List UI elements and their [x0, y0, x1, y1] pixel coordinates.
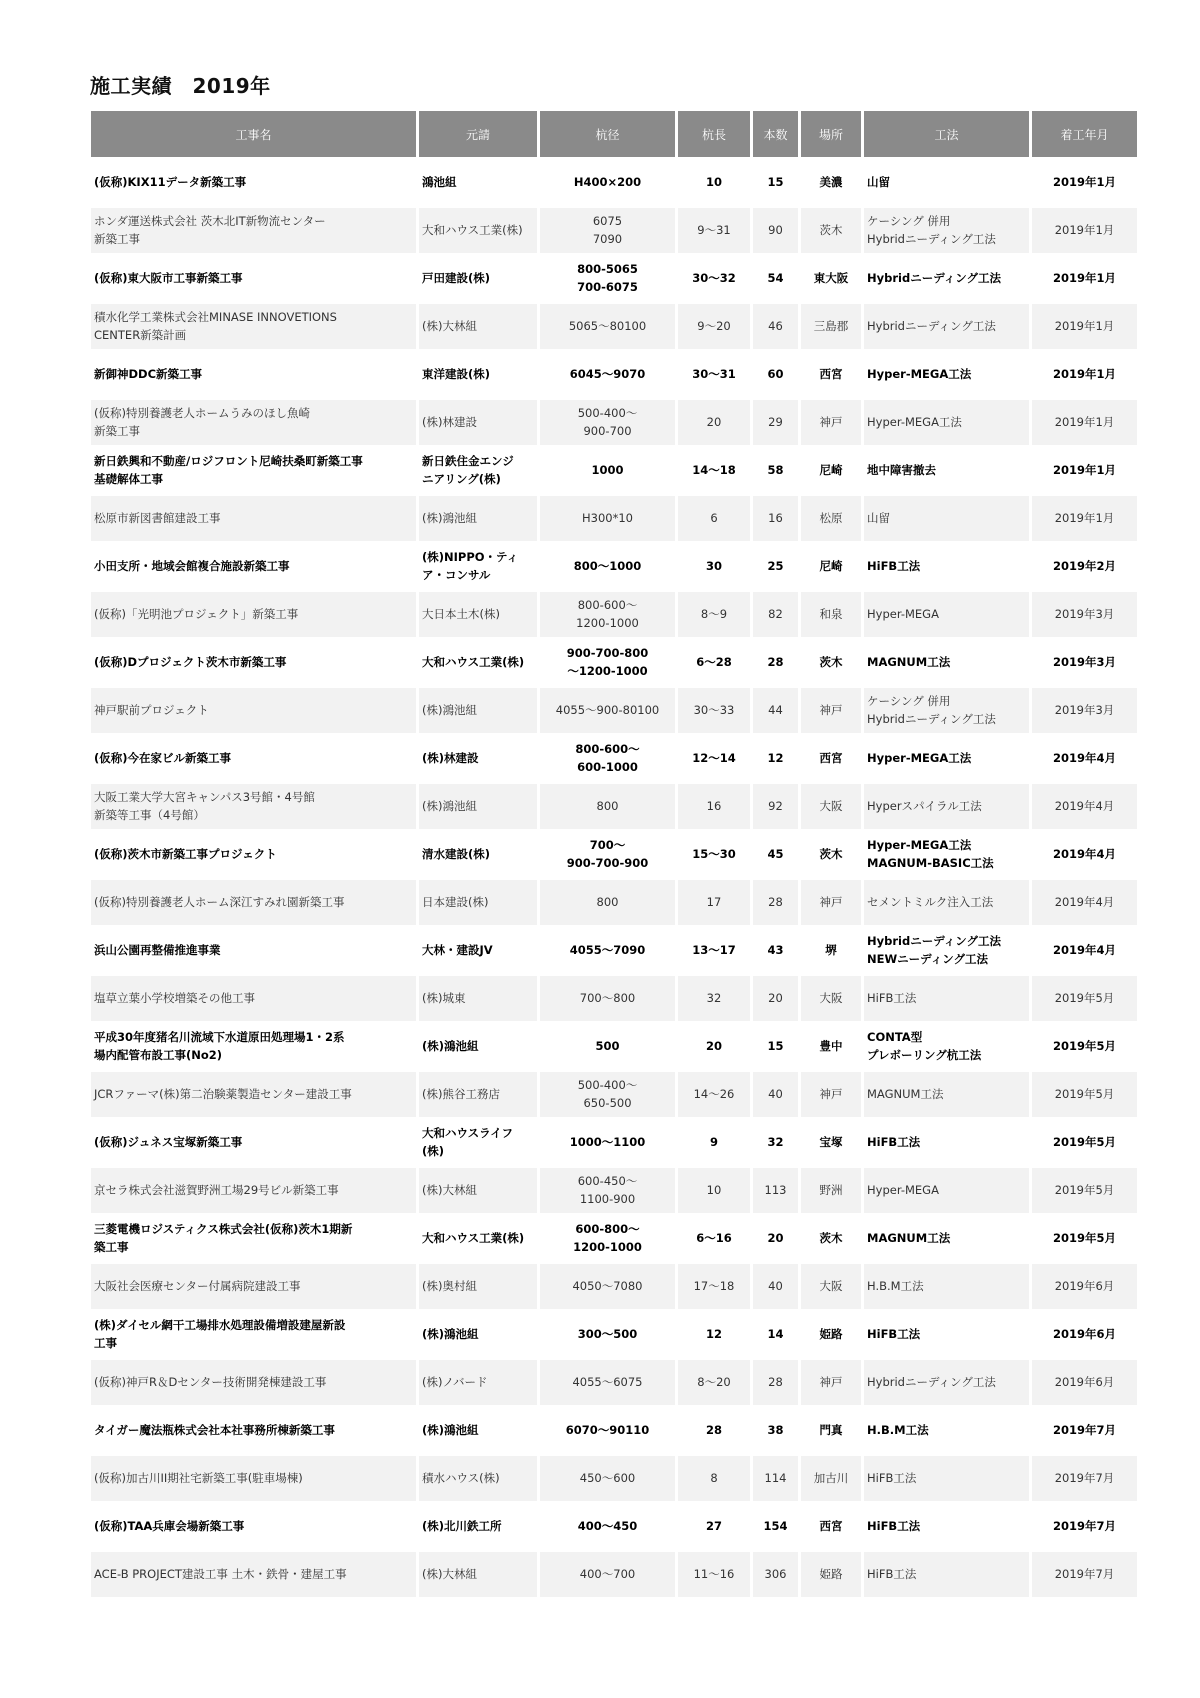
cell-project-name: ホンダ運送株式会社 茨木北IT新物流センター 新築工事 — [91, 208, 416, 253]
cell-pile-length: 30 — [678, 544, 750, 589]
table-row — [91, 1120, 1137, 1165]
cell-start-date: 2019年6月 — [1032, 1264, 1137, 1309]
cell-pile-diameter: 700～ 900-700-900 — [540, 832, 675, 877]
cell-pile-diameter: H400×200 — [540, 160, 675, 205]
table-header-row — [91, 111, 1137, 157]
cell-location: 三島郡 — [801, 304, 861, 349]
table-row — [91, 1504, 1137, 1549]
cell-contractor: (株)鴻池組 — [419, 784, 537, 829]
cell-start-date: 2019年1月 — [1032, 208, 1137, 253]
cell-start-date: 2019年6月 — [1032, 1360, 1137, 1405]
cell-pile-count: 40 — [753, 1264, 798, 1309]
cell-start-date: 2019年1月 — [1032, 304, 1137, 349]
cell-pile-count: 29 — [753, 400, 798, 445]
cell-pile-count: 28 — [753, 1360, 798, 1405]
cell-contractor: 鴻池組 — [419, 160, 537, 205]
cell-contractor: 東洋建設(株) — [419, 352, 537, 397]
cell-start-date: 2019年7月 — [1032, 1552, 1137, 1597]
cell-contractor: 大和ハウス工業(株) — [419, 208, 537, 253]
cell-contractor: (株)大林組 — [419, 1552, 537, 1597]
cell-location: 豊中 — [801, 1024, 861, 1069]
cell-start-date: 2019年5月 — [1032, 1024, 1137, 1069]
cell-location: 大阪 — [801, 976, 861, 1021]
cell-pile-diameter: 700～800 — [540, 976, 675, 1021]
cell-project-name: 平成30年度猪名川流域下水道原田処理場1・2系 場内配管布設工事(No2) — [91, 1024, 416, 1069]
cell-start-date: 2019年4月 — [1032, 880, 1137, 925]
cell-method: Hyperスパイラル工法 — [864, 784, 1029, 829]
table-row — [91, 496, 1137, 541]
cell-location: 東大阪 — [801, 256, 861, 301]
cell-pile-length: 32 — [678, 976, 750, 1021]
cell-method: Hyper-MEGA工法 — [864, 736, 1029, 781]
cell-pile-diameter: H300*10 — [540, 496, 675, 541]
table-row — [91, 784, 1137, 829]
cell-start-date: 2019年4月 — [1032, 784, 1137, 829]
cell-start-date: 2019年7月 — [1032, 1456, 1137, 1501]
cell-project-name: (仮称)神戸R＆Dセンター技術開発棟建設工事 — [91, 1360, 416, 1405]
cell-project-name: 京セラ株式会社滋賀野洲工場29号ビル新築工事 — [91, 1168, 416, 1213]
cell-method: MAGNUM工法 — [864, 1216, 1029, 1261]
cell-start-date: 2019年2月 — [1032, 544, 1137, 589]
cell-pile-count: 45 — [753, 832, 798, 877]
cell-method: Hyper-MEGA — [864, 1168, 1029, 1213]
cell-pile-count: 46 — [753, 304, 798, 349]
cell-pile-diameter: 800 — [540, 784, 675, 829]
cell-start-date: 2019年5月 — [1032, 1216, 1137, 1261]
cell-contractor: (株)鴻池組 — [419, 1312, 537, 1357]
cell-pile-diameter: 400～700 — [540, 1552, 675, 1597]
cell-pile-count: 44 — [753, 688, 798, 733]
cell-pile-diameter: 800～1000 — [540, 544, 675, 589]
table-row — [91, 832, 1137, 877]
cell-pile-count: 15 — [753, 1024, 798, 1069]
table-row — [91, 208, 1137, 253]
cell-pile-count: 14 — [753, 1312, 798, 1357]
cell-project-name: 積水化学工業株式会社MINASE INNOVETIONS CENTER新築計画 — [91, 304, 416, 349]
table-row — [91, 400, 1137, 445]
cell-location: 茨木 — [801, 640, 861, 685]
cell-pile-count: 60 — [753, 352, 798, 397]
cell-pile-length: 12 — [678, 1312, 750, 1357]
cell-pile-count: 40 — [753, 1072, 798, 1117]
cell-method: HiFB工法 — [864, 1312, 1029, 1357]
cell-project-name: 小田支所・地域会館複合施設新築工事 — [91, 544, 416, 589]
cell-contractor: (株)ノバード — [419, 1360, 537, 1405]
table-row — [91, 160, 1137, 205]
cell-project-name: (仮称)東大阪市工事新築工事 — [91, 256, 416, 301]
cell-location: 茨木 — [801, 1216, 861, 1261]
cell-pile-count: 28 — [753, 640, 798, 685]
cell-pile-diameter: 6045～9070 — [540, 352, 675, 397]
cell-project-name: (仮称)KIX11データ新築工事 — [91, 160, 416, 205]
cell-pile-length: 14～18 — [678, 448, 750, 493]
cell-pile-diameter: 500 — [540, 1024, 675, 1069]
cell-method: H.B.M工法 — [864, 1264, 1029, 1309]
cell-location: 神戸 — [801, 1072, 861, 1117]
cell-method: Hyper-MEGA工法 MAGNUM-BASIC工法 — [864, 832, 1029, 877]
table-row — [91, 928, 1137, 973]
cell-location: 松原 — [801, 496, 861, 541]
cell-pile-count: 90 — [753, 208, 798, 253]
cell-pile-count: 154 — [753, 1504, 798, 1549]
cell-start-date: 2019年3月 — [1032, 640, 1137, 685]
header-contractor: 元請 — [419, 111, 537, 157]
cell-location: 門真 — [801, 1408, 861, 1453]
table-row — [91, 880, 1137, 925]
cell-method: Hybridニーディング工法 — [864, 1360, 1029, 1405]
cell-project-name: (仮称)ジュネス宝塚新築工事 — [91, 1120, 416, 1165]
cell-pile-count: 43 — [753, 928, 798, 973]
cell-contractor: (株)鴻池組 — [419, 1024, 537, 1069]
cell-pile-count: 38 — [753, 1408, 798, 1453]
cell-start-date: 2019年4月 — [1032, 832, 1137, 877]
cell-pile-diameter: 500-400～ 900-700 — [540, 400, 675, 445]
cell-pile-diameter: 500-400～ 650-500 — [540, 1072, 675, 1117]
cell-start-date: 2019年7月 — [1032, 1504, 1137, 1549]
cell-project-name: 新日鉄興和不動産/ロジフロント尼崎扶桑町新築工事 基礎解体工事 — [91, 448, 416, 493]
cell-pile-length: 14～26 — [678, 1072, 750, 1117]
cell-start-date: 2019年1月 — [1032, 256, 1137, 301]
cell-project-name: (仮称)特別養護老人ホーム深江すみれ園新築工事 — [91, 880, 416, 925]
cell-location: 神戸 — [801, 400, 861, 445]
cell-method: HiFB工法 — [864, 1456, 1029, 1501]
table-row — [91, 1072, 1137, 1117]
cell-pile-length: 28 — [678, 1408, 750, 1453]
cell-start-date: 2019年1月 — [1032, 352, 1137, 397]
cell-pile-length: 16 — [678, 784, 750, 829]
header-pile-diameter: 杭径 — [540, 111, 675, 157]
cell-contractor: (株)大林組 — [419, 1168, 537, 1213]
cell-pile-diameter: 450～600 — [540, 1456, 675, 1501]
cell-pile-diameter: 900-700-800 ～1200-1000 — [540, 640, 675, 685]
cell-start-date: 2019年1月 — [1032, 160, 1137, 205]
cell-pile-length: 12～14 — [678, 736, 750, 781]
cell-method: H.B.M工法 — [864, 1408, 1029, 1453]
table-row — [91, 592, 1137, 637]
header-method: 工法 — [864, 111, 1029, 157]
cell-pile-diameter: 4055～900-80100 — [540, 688, 675, 733]
cell-pile-length: 17～18 — [678, 1264, 750, 1309]
table-row — [91, 544, 1137, 589]
cell-pile-count: 15 — [753, 160, 798, 205]
cell-pile-count: 16 — [753, 496, 798, 541]
cell-pile-length: 30～33 — [678, 688, 750, 733]
cell-method: 地中障害撤去 — [864, 448, 1029, 493]
cell-location: 和泉 — [801, 592, 861, 637]
cell-start-date: 2019年4月 — [1032, 736, 1137, 781]
cell-pile-diameter: 800-600～ 600-1000 — [540, 736, 675, 781]
cell-method: HiFB工法 — [864, 1504, 1029, 1549]
cell-location: 姫路 — [801, 1312, 861, 1357]
cell-method: Hyper-MEGA工法 — [864, 400, 1029, 445]
cell-contractor: 大日本土木(株) — [419, 592, 537, 637]
cell-location: 加古川 — [801, 1456, 861, 1501]
table-row — [91, 1216, 1137, 1261]
cell-pile-count: 25 — [753, 544, 798, 589]
page-title: 施工実績 2019年 — [90, 74, 271, 98]
cell-contractor: (株)熊谷工務店 — [419, 1072, 537, 1117]
cell-pile-diameter: 6070～90110 — [540, 1408, 675, 1453]
cell-project-name: (仮称)「光明池プロジェクト」新築工事 — [91, 592, 416, 637]
cell-contractor: 大和ハウス工業(株) — [419, 1216, 537, 1261]
cell-location: 美濃 — [801, 160, 861, 205]
cell-start-date: 2019年3月 — [1032, 688, 1137, 733]
cell-pile-length: 11～16 — [678, 1552, 750, 1597]
cell-pile-count: 114 — [753, 1456, 798, 1501]
cell-location: 姫路 — [801, 1552, 861, 1597]
cell-project-name: 神戸駅前プロジェクト — [91, 688, 416, 733]
cell-location: 茨木 — [801, 208, 861, 253]
cell-contractor: 積水ハウス(株) — [419, 1456, 537, 1501]
cell-pile-count: 92 — [753, 784, 798, 829]
cell-method: MAGNUM工法 — [864, 640, 1029, 685]
cell-pile-length: 9 — [678, 1120, 750, 1165]
cell-method: 山留 — [864, 160, 1029, 205]
cell-pile-length: 15～30 — [678, 832, 750, 877]
header-pile-count: 本数 — [753, 111, 798, 157]
cell-pile-length: 6～28 — [678, 640, 750, 685]
table-row — [91, 736, 1137, 781]
table-row — [91, 640, 1137, 685]
table-row — [91, 1408, 1137, 1453]
cell-pile-count: 28 — [753, 880, 798, 925]
cell-method: Hyper-MEGA工法 — [864, 352, 1029, 397]
cell-pile-length: 27 — [678, 1504, 750, 1549]
cell-location: 茨木 — [801, 832, 861, 877]
cell-location: 野洲 — [801, 1168, 861, 1213]
cell-location: 尼崎 — [801, 544, 861, 589]
cell-location: 大阪 — [801, 1264, 861, 1309]
cell-pile-length: 9～31 — [678, 208, 750, 253]
cell-project-name: (仮称)加古川II期社宅新築工事(駐車場棟) — [91, 1456, 416, 1501]
cell-contractor: 新日鉄住金エンジ ニアリング(株) — [419, 448, 537, 493]
table-row — [91, 1168, 1137, 1213]
cell-pile-diameter: 800-5065 700-6075 — [540, 256, 675, 301]
cell-pile-count: 113 — [753, 1168, 798, 1213]
cell-contractor: 大和ハウスライフ (株) — [419, 1120, 537, 1165]
cell-start-date: 2019年3月 — [1032, 592, 1137, 637]
cell-contractor: (株)鴻池組 — [419, 688, 537, 733]
cell-contractor: (株)城東 — [419, 976, 537, 1021]
cell-project-name: 三菱電機ロジスティクス株式会社(仮称)茨木1期新 築工事 — [91, 1216, 416, 1261]
cell-pile-count: 54 — [753, 256, 798, 301]
cell-project-name: 塩草立葉小学校増築その他工事 — [91, 976, 416, 1021]
cell-pile-diameter: 400～450 — [540, 1504, 675, 1549]
cell-pile-length: 8～9 — [678, 592, 750, 637]
cell-contractor: (株)NIPPO・ティ ア・コンサル — [419, 544, 537, 589]
table-row — [91, 1456, 1137, 1501]
cell-contractor: 戸田建設(株) — [419, 256, 537, 301]
cell-method: HiFB工法 — [864, 1552, 1029, 1597]
cell-pile-diameter: 1000 — [540, 448, 675, 493]
cell-pile-diameter: 1000～1100 — [540, 1120, 675, 1165]
cell-project-name: (仮称)茨木市新築工事プロジェクト — [91, 832, 416, 877]
cell-pile-count: 58 — [753, 448, 798, 493]
cell-pile-length: 10 — [678, 160, 750, 205]
cell-method: ケーシング 併用 Hybridニーディング工法 — [864, 208, 1029, 253]
cell-contractor: (株)鴻池組 — [419, 1408, 537, 1453]
cell-method: 山留 — [864, 496, 1029, 541]
cell-project-name: (仮称)今在家ビル新築工事 — [91, 736, 416, 781]
table-row — [91, 256, 1137, 301]
cell-start-date: 2019年1月 — [1032, 496, 1137, 541]
table-row — [91, 352, 1137, 397]
cell-project-name: タイガー魔法瓶株式会社本社事務所棟新築工事 — [91, 1408, 416, 1453]
cell-start-date: 2019年7月 — [1032, 1408, 1137, 1453]
cell-project-name: ACE-B PROJECT建設工事 土木・鉄骨・建屋工事 — [91, 1552, 416, 1597]
cell-contractor: (株)奥村組 — [419, 1264, 537, 1309]
cell-pile-length: 8～20 — [678, 1360, 750, 1405]
header-project-name: 工事名 — [91, 111, 416, 157]
cell-pile-length: 13～17 — [678, 928, 750, 973]
cell-method: HiFB工法 — [864, 544, 1029, 589]
cell-start-date: 2019年5月 — [1032, 1072, 1137, 1117]
header-location: 場所 — [801, 111, 861, 157]
cell-pile-length: 20 — [678, 1024, 750, 1069]
cell-location: 尼崎 — [801, 448, 861, 493]
cell-method: HiFB工法 — [864, 976, 1029, 1021]
header-start-date: 着工年月 — [1032, 111, 1137, 157]
cell-pile-length: 10 — [678, 1168, 750, 1213]
cell-method: ケーシング 併用 Hybridニーディング工法 — [864, 688, 1029, 733]
cell-location: 神戸 — [801, 880, 861, 925]
table-row — [91, 1360, 1137, 1405]
cell-location: 西宮 — [801, 1504, 861, 1549]
cell-project-name: 大阪社会医療センター付属病院建設工事 — [91, 1264, 416, 1309]
cell-pile-length: 17 — [678, 880, 750, 925]
cell-method: Hyper-MEGA — [864, 592, 1029, 637]
cell-project-name: (仮称)特別養護老人ホームうみのほし魚崎 新築工事 — [91, 400, 416, 445]
table-row — [91, 976, 1137, 1021]
cell-contractor: (株)鴻池組 — [419, 496, 537, 541]
cell-pile-count: 82 — [753, 592, 798, 637]
cell-start-date: 2019年6月 — [1032, 1312, 1137, 1357]
cell-method: Hybridニーディング工法 NEWニーディング工法 — [864, 928, 1029, 973]
cell-location: 大阪 — [801, 784, 861, 829]
cell-pile-count: 20 — [753, 1216, 798, 1261]
header-pile-length: 杭長 — [678, 111, 750, 157]
table-row — [91, 304, 1137, 349]
cell-project-name: JCRファーマ(株)第二治験薬製造センター建設工事 — [91, 1072, 416, 1117]
cell-pile-diameter: 5065～80100 — [540, 304, 675, 349]
cell-pile-diameter: 6075 7090 — [540, 208, 675, 253]
table-row — [91, 1264, 1137, 1309]
cell-pile-diameter: 300～500 — [540, 1312, 675, 1357]
cell-contractor: (株)林建設 — [419, 400, 537, 445]
cell-pile-length: 6～16 — [678, 1216, 750, 1261]
cell-project-name: 大阪工業大学大宮キャンパス3号館・4号館 新築等工事（4号館） — [91, 784, 416, 829]
table-row — [91, 1312, 1137, 1357]
cell-pile-length: 8 — [678, 1456, 750, 1501]
cell-contractor: 大林・建設JV — [419, 928, 537, 973]
cell-method: Hybridニーディング工法 — [864, 304, 1029, 349]
cell-start-date: 2019年5月 — [1032, 1120, 1137, 1165]
cell-pile-count: 12 — [753, 736, 798, 781]
cell-location: 宝塚 — [801, 1120, 861, 1165]
cell-pile-diameter: 4055～6075 — [540, 1360, 675, 1405]
cell-pile-diameter: 800 — [540, 880, 675, 925]
cell-method: HiFB工法 — [864, 1120, 1029, 1165]
table-row — [91, 1024, 1137, 1069]
cell-pile-count: 32 — [753, 1120, 798, 1165]
cell-location: 西宮 — [801, 736, 861, 781]
cell-project-name: (仮称)TAA兵庫会場新築工事 — [91, 1504, 416, 1549]
cell-start-date: 2019年5月 — [1032, 1168, 1137, 1213]
cell-pile-length: 20 — [678, 400, 750, 445]
cell-location: 神戸 — [801, 1360, 861, 1405]
cell-project-name: 浜山公園再整備推進事業 — [91, 928, 416, 973]
cell-start-date: 2019年1月 — [1032, 400, 1137, 445]
cell-project-name: 新御神DDC新築工事 — [91, 352, 416, 397]
cell-contractor: 日本建設(株) — [419, 880, 537, 925]
cell-contractor: (株)大林組 — [419, 304, 537, 349]
cell-location: 西宮 — [801, 352, 861, 397]
cell-project-name: 松原市新図書館建設工事 — [91, 496, 416, 541]
cell-project-name: (株)ダイセル網干工場排水処理設備増設建屋新設 工事 — [91, 1312, 416, 1357]
cell-pile-length: 30～31 — [678, 352, 750, 397]
cell-pile-length: 6 — [678, 496, 750, 541]
cell-contractor: 清水建設(株) — [419, 832, 537, 877]
cell-method: CONTA型 プレボーリング杭工法 — [864, 1024, 1029, 1069]
cell-method: Hybridニーディング工法 — [864, 256, 1029, 301]
cell-pile-diameter: 800-600～ 1200-1000 — [540, 592, 675, 637]
cell-location: 神戸 — [801, 688, 861, 733]
table-row — [91, 1552, 1137, 1597]
table-row — [91, 688, 1137, 733]
cell-pile-length: 9～20 — [678, 304, 750, 349]
cell-start-date: 2019年5月 — [1032, 976, 1137, 1021]
cell-contractor: (株)北川鉄工所 — [419, 1504, 537, 1549]
cell-pile-length: 30～32 — [678, 256, 750, 301]
cell-method: MAGNUM工法 — [864, 1072, 1029, 1117]
cell-pile-diameter: 4055～7090 — [540, 928, 675, 973]
cell-pile-diameter: 4050～7080 — [540, 1264, 675, 1309]
cell-contractor: 大和ハウス工業(株) — [419, 640, 537, 685]
cell-method: セメントミルク注入工法 — [864, 880, 1029, 925]
cell-pile-diameter: 600-450～ 1100-900 — [540, 1168, 675, 1213]
cell-pile-count: 20 — [753, 976, 798, 1021]
cell-start-date: 2019年1月 — [1032, 448, 1137, 493]
cell-pile-diameter: 600-800～ 1200-1000 — [540, 1216, 675, 1261]
table-row — [91, 448, 1137, 493]
cell-location: 堺 — [801, 928, 861, 973]
cell-pile-count: 306 — [753, 1552, 798, 1597]
cell-contractor: (株)林建設 — [419, 736, 537, 781]
cell-start-date: 2019年4月 — [1032, 928, 1137, 973]
cell-project-name: (仮称)Dプロジェクト茨木市新築工事 — [91, 640, 416, 685]
construction-results-table — [88, 108, 1140, 1600]
